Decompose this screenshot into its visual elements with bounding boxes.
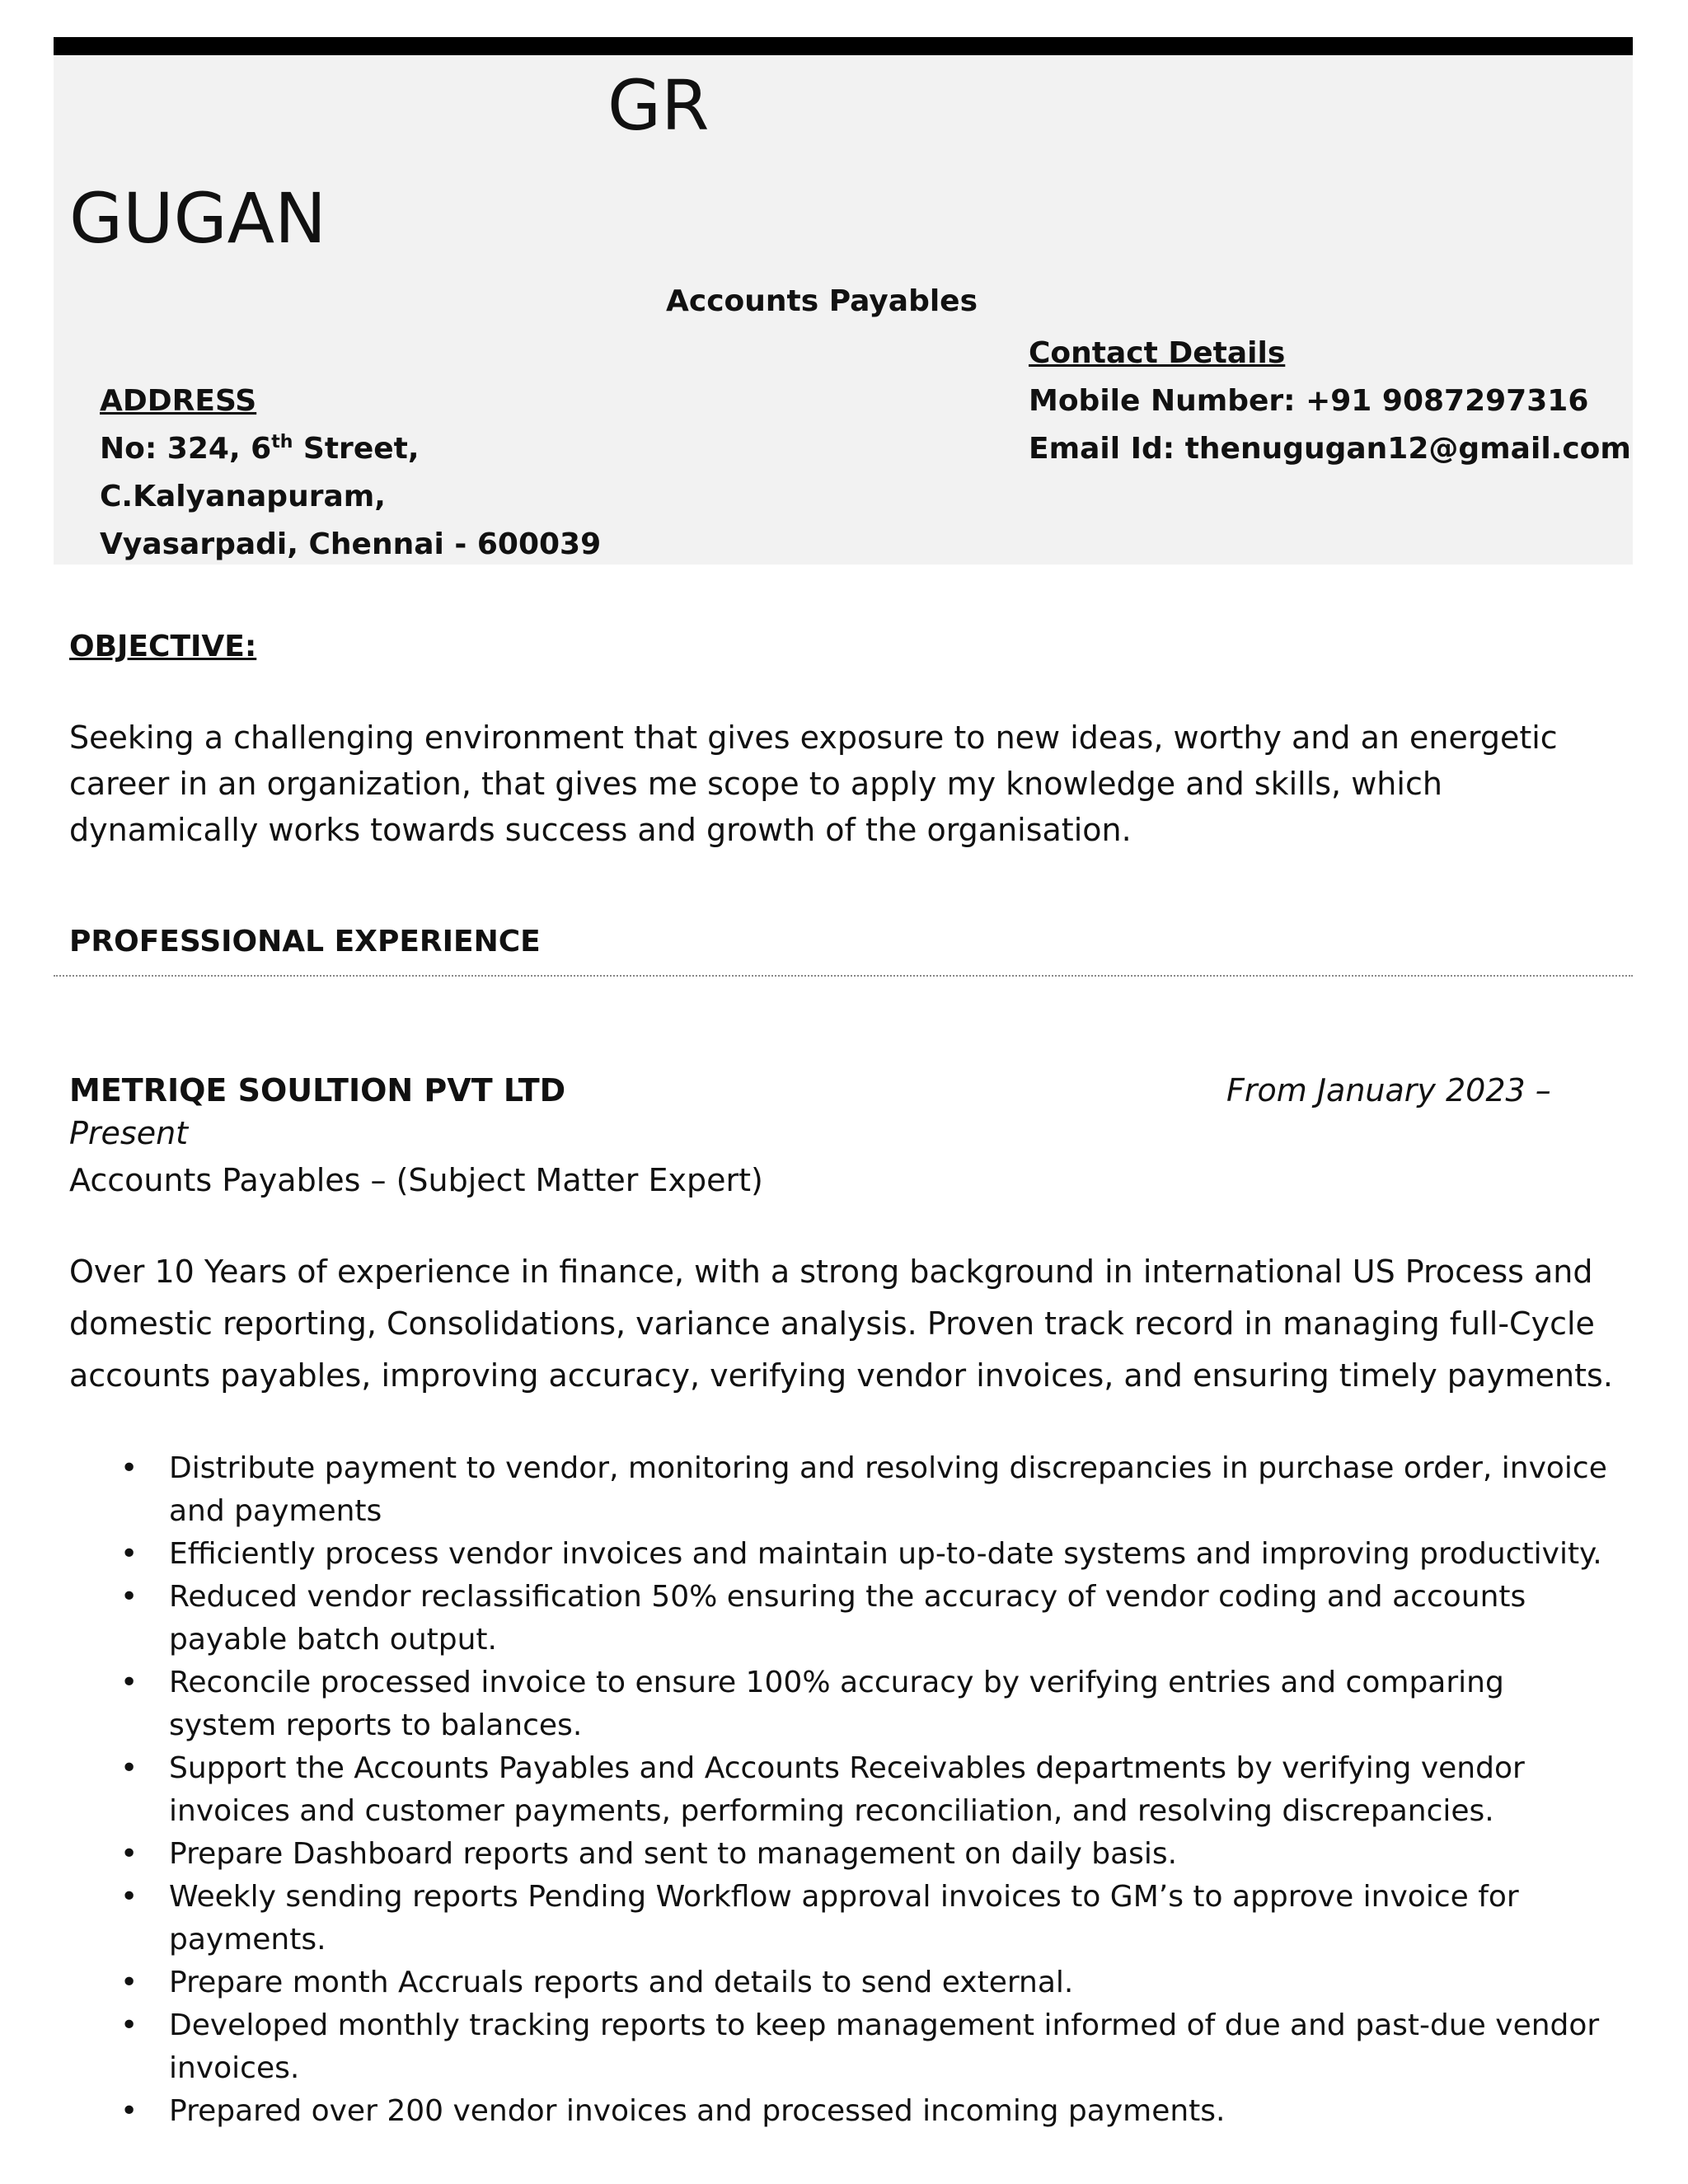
bullet-icon: • — [120, 1751, 138, 1785]
experience-summary: Over 10 Years of experience in finance, with a strong background in international US Process and domestic reporting, Consolidations, variance analysis. Proven track record in managing full-Cycle accounts payables, improving accuracy, verifying vendor invoices, and ensuring timely payments. — [69, 1254, 1613, 1394]
list-item — [69, 1661, 1619, 1747]
list-item — [69, 1833, 1619, 1876]
bullet-icon: • — [120, 1837, 138, 1871]
address-line-3: Vyasarpadi, Chennai - 600039 — [100, 527, 602, 561]
address-block — [100, 377, 601, 569]
bullet-icon: • — [120, 2008, 138, 2042]
objective-heading: OBJECTIVE: — [69, 630, 257, 663]
header-top-bar — [54, 37, 1633, 55]
company-name: METRIQE SOULTION PVT LTD — [69, 1072, 566, 1108]
list-item — [69, 1533, 1619, 1576]
bullet-icon: • — [120, 1666, 138, 1699]
bullet-icon: • — [120, 1880, 138, 1914]
contact-heading: Contact Details — [1029, 336, 1286, 370]
experience-heading: PROFESSIONAL EXPERIENCE — [69, 925, 541, 958]
list-item — [69, 1961, 1619, 2004]
contact-block — [1029, 330, 1631, 473]
duty-text: Support the Accounts Payables and Accounts Receivables departments by verifying vendor invoices and customer payments, performing reconciliation, and resolving discrepancies. — [169, 1751, 1525, 1828]
address-line-1-ordinal: th — [271, 432, 293, 452]
employment-dates: From January 2023 – — [1226, 1072, 1551, 1108]
bullet-icon: • — [120, 2094, 138, 2128]
list-item — [69, 2090, 1619, 2133]
address-line-1 — [100, 425, 601, 473]
list-item — [69, 1576, 1619, 1661]
name-last: GUGAN — [69, 178, 326, 259]
address-line-1-number: No: 324, 6 — [100, 432, 272, 466]
list-item — [69, 2004, 1619, 2090]
duties-list — [69, 1447, 1619, 2133]
duty-text: Prepare Dashboard reports and sent to management on daily basis. — [169, 1837, 1178, 1871]
duty-text: Prepare month Accruals reports and details to send external. — [169, 1966, 1074, 1999]
address-heading: ADDRESS — [100, 384, 257, 418]
contact-email: Email Id: thenugugan12@gmail.com — [1029, 432, 1631, 466]
section-divider — [54, 975, 1633, 977]
address-line-2: C.Kalyanapuram, — [100, 480, 386, 513]
duty-text: Distribute payment to vendor, monitoring and resolving discrepancies in purchase order, invoice and payments — [169, 1451, 1607, 1528]
duty-text: Developed monthly tracking reports to keep management informed of due and past-due vendor invoices. — [169, 2008, 1600, 2085]
list-item — [69, 1876, 1619, 1961]
bullet-icon: • — [120, 1966, 138, 1999]
address-line-1-street: Street, — [293, 432, 420, 466]
role-title: Accounts Payables — [666, 284, 978, 318]
duty-text: Efficiently process vendor invoices and maintain up-to-date systems and improving productivity. — [169, 1537, 1602, 1571]
list-item — [69, 1447, 1619, 1533]
bullet-icon: • — [120, 1580, 138, 1614]
bullet-icon: • — [120, 1451, 138, 1485]
duty-text: Reduced vendor reclassification 50% ensuring the accuracy of vendor coding and accounts payable batch output. — [169, 1580, 1526, 1657]
list-item — [69, 1747, 1619, 1833]
employment-dates-end: Present — [69, 1115, 189, 1151]
duty-text: Reconcile processed invoice to ensure 100% accuracy by verifying entries and comparing system reports to balances. — [169, 1666, 1504, 1742]
job-title: Accounts Payables – (Subject Matter Expert) — [69, 1162, 763, 1198]
duty-text: Prepared over 200 vendor invoices and processed incoming payments. — [169, 2094, 1226, 2128]
contact-mobile: Mobile Number: +91 9087297316 — [1029, 384, 1589, 418]
objective-text: Seeking a challenging environment that gives exposure to new ideas, worthy and an energetic career in an organization, that gives me scope to apply my knowledge and skills, which dynamically works towards success and growth of the organisation. — [69, 719, 1558, 848]
duty-text: Weekly sending reports Pending Workflow approval invoices to GM’s to approve invoice for payments. — [169, 1880, 1519, 1957]
bullet-icon: • — [120, 1537, 138, 1571]
name-first: GR — [607, 65, 710, 146]
